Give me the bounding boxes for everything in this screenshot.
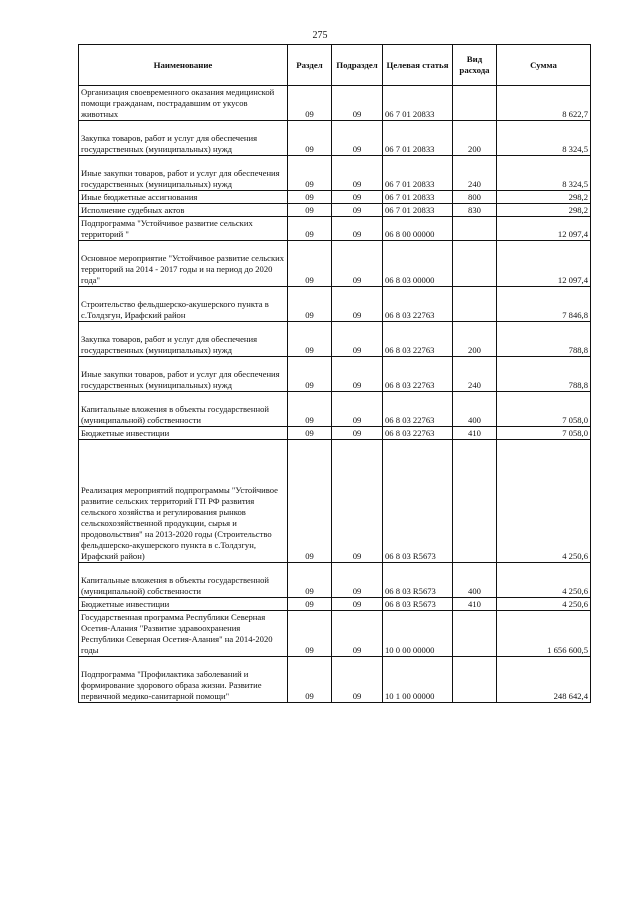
- table-row: [79, 322, 591, 357]
- header-expense-type: Вид расхода: [453, 45, 497, 86]
- budget-table: [78, 44, 591, 703]
- row-expense-type: 830: [453, 204, 497, 217]
- row-section: 09: [288, 204, 332, 217]
- row-expense-type: [453, 440, 497, 563]
- row-section: 09: [288, 440, 332, 563]
- row-subsection: 09: [332, 392, 383, 427]
- row-sum: 4 250,6: [497, 598, 591, 611]
- row-target: 06 7 01 20833: [383, 156, 453, 191]
- row-target: 06 8 03 R5673: [383, 598, 453, 611]
- table-row: [79, 392, 591, 427]
- row-target: 06 8 03 22763: [383, 427, 453, 440]
- row-sum: 4 250,6: [497, 563, 591, 598]
- row-name: Иные закупки товаров, работ и услуг для обеспечения государственных (муниципальных) нужд: [79, 357, 288, 392]
- row-expense-type: [453, 611, 497, 657]
- row-section: 09: [288, 217, 332, 241]
- row-target: 06 7 01 20833: [383, 191, 453, 204]
- table-row: [79, 121, 591, 156]
- row-name: Государственная программа Республики Северная Осетия-Алания "Развитие здравоохранения Республики Северная Осетия-Алания" на 2014-2020 годы: [79, 611, 288, 657]
- row-name: Иные закупки товаров, работ и услуг для обеспечения государственных (муниципальных) нужд: [79, 156, 288, 191]
- row-name: Подпрограмма "Профилактика заболеваний и формирование здорового образа жизни. Развитие первичной медико-санитарной помощи": [79, 657, 288, 703]
- row-target: 06 7 01 20833: [383, 121, 453, 156]
- row-name: Иные бюджетные ассигнования: [79, 191, 288, 204]
- table-row: [79, 287, 591, 322]
- row-sum: 788,8: [497, 357, 591, 392]
- header-sum: Сумма: [497, 45, 591, 86]
- row-expense-type: 410: [453, 427, 497, 440]
- row-subsection: 09: [332, 217, 383, 241]
- row-sum: 8 622,7: [497, 86, 591, 121]
- row-expense-type: 240: [453, 357, 497, 392]
- table-row: [79, 204, 591, 217]
- page-number: 275: [312, 30, 328, 41]
- row-subsection: 09: [332, 611, 383, 657]
- row-expense-type: 200: [453, 322, 497, 357]
- row-subsection: 09: [332, 287, 383, 322]
- row-expense-type: [453, 287, 497, 322]
- row-expense-type: 800: [453, 191, 497, 204]
- table-row: [79, 611, 591, 657]
- row-section: 09: [288, 563, 332, 598]
- row-sum: 12 097,4: [497, 217, 591, 241]
- row-section: 09: [288, 322, 332, 357]
- row-target: 06 8 03 R5673: [383, 440, 453, 563]
- row-name: Закупка товаров, работ и услуг для обеспечения государственных (муниципальных) нужд: [79, 121, 288, 156]
- row-target: 06 8 03 00000: [383, 241, 453, 287]
- row-subsection: 09: [332, 241, 383, 287]
- row-subsection: 09: [332, 440, 383, 563]
- header-section: Раздел: [288, 45, 332, 86]
- row-name: Бюджетные инвестиции: [79, 598, 288, 611]
- table-row: [79, 563, 591, 598]
- row-target: 10 1 00 00000: [383, 657, 453, 703]
- row-expense-type: [453, 657, 497, 703]
- row-target: 06 8 03 22763: [383, 392, 453, 427]
- row-subsection: 09: [332, 322, 383, 357]
- row-name: Реализация мероприятий подпрограммы "Устойчивое развитие сельских территорий ГП РФ развития сельского хозяйства и регулирования рынков сельскохозяйственной продукции, сырья и продовольствия" на 2013-2020 годы (Строительство фельдшерско-акушерского пункта в с.Толдзгун, Ирафский район): [79, 440, 288, 563]
- header-name: Наименование: [79, 45, 288, 86]
- row-section: 09: [288, 357, 332, 392]
- row-target: 06 8 00 00000: [383, 217, 453, 241]
- row-target: 06 7 01 20833: [383, 86, 453, 121]
- row-sum: 1 656 600,5: [497, 611, 591, 657]
- row-subsection: 09: [332, 598, 383, 611]
- row-name: Основное мероприятие "Устойчивое развитие сельских территорий на 2014 - 2017 годы и на период до 2020 года": [79, 241, 288, 287]
- row-expense-type: 200: [453, 121, 497, 156]
- row-name: Подпрограмма "Устойчивое развитие сельских территорий ": [79, 217, 288, 241]
- row-section: 09: [288, 86, 332, 121]
- header-target: Целевая статья: [383, 45, 453, 86]
- row-target: 06 8 03 R5673: [383, 563, 453, 598]
- row-sum: 298,2: [497, 204, 591, 217]
- row-subsection: 09: [332, 563, 383, 598]
- row-name: Организация своевременного оказания медицинской помощи гражданам, пострадавшим от укусов животных: [79, 86, 288, 121]
- row-target: 10 0 00 00000: [383, 611, 453, 657]
- row-expense-type: 400: [453, 392, 497, 427]
- row-sum: 7 058,0: [497, 427, 591, 440]
- row-expense-type: 400: [453, 563, 497, 598]
- table-row: [79, 598, 591, 611]
- row-sum: 4 250,6: [497, 440, 591, 563]
- row-section: 09: [288, 241, 332, 287]
- row-expense-type: 240: [453, 156, 497, 191]
- row-section: 09: [288, 611, 332, 657]
- table-row: [79, 156, 591, 191]
- row-expense-type: [453, 86, 497, 121]
- row-name: Закупка товаров, работ и услуг для обеспечения государственных (муниципальных) нужд: [79, 322, 288, 357]
- row-section: 09: [288, 657, 332, 703]
- table-row: [79, 357, 591, 392]
- row-target: 06 8 03 22763: [383, 322, 453, 357]
- row-section: 09: [288, 598, 332, 611]
- row-section: 09: [288, 392, 332, 427]
- row-sum: 8 324,5: [497, 156, 591, 191]
- row-name: Капитальные вложения в объекты государственной (муниципальной) собственности: [79, 392, 288, 427]
- row-name: Строительство фельдшерско-акушерского пункта в с.Толдзгун, Ирафский район: [79, 287, 288, 322]
- row-section: 09: [288, 121, 332, 156]
- header-subsection: Подраздел: [332, 45, 383, 86]
- row-target: 06 8 03 22763: [383, 357, 453, 392]
- row-name: Капитальные вложения в объекты государственной (муниципальной) собственности: [79, 563, 288, 598]
- row-sum: 7 058,0: [497, 392, 591, 427]
- row-expense-type: [453, 241, 497, 287]
- row-sum: 12 097,4: [497, 241, 591, 287]
- row-subsection: 09: [332, 86, 383, 121]
- row-subsection: 09: [332, 156, 383, 191]
- row-section: 09: [288, 156, 332, 191]
- row-section: 09: [288, 427, 332, 440]
- row-section: 09: [288, 191, 332, 204]
- row-sum: 248 642,4: [497, 657, 591, 703]
- row-subsection: 09: [332, 204, 383, 217]
- table-row: [79, 217, 591, 241]
- table-row: [79, 427, 591, 440]
- row-sum: 788,8: [497, 322, 591, 357]
- row-target: 06 8 03 22763: [383, 287, 453, 322]
- row-target: 06 7 01 20833: [383, 204, 453, 217]
- table-header-row: [79, 45, 591, 86]
- row-name: Исполнение судебных актов: [79, 204, 288, 217]
- row-sum: 298,2: [497, 191, 591, 204]
- row-name: Бюджетные инвестиции: [79, 427, 288, 440]
- row-subsection: 09: [332, 357, 383, 392]
- table-row: [79, 86, 591, 121]
- row-expense-type: [453, 217, 497, 241]
- row-subsection: 09: [332, 121, 383, 156]
- table-row: [79, 191, 591, 204]
- table-row: [79, 657, 591, 703]
- row-subsection: 09: [332, 657, 383, 703]
- row-subsection: 09: [332, 191, 383, 204]
- row-sum: 7 846,8: [497, 287, 591, 322]
- table-row: [79, 241, 591, 287]
- row-expense-type: 410: [453, 598, 497, 611]
- row-sum: 8 324,5: [497, 121, 591, 156]
- row-section: 09: [288, 287, 332, 322]
- row-subsection: 09: [332, 427, 383, 440]
- table-row: [79, 440, 591, 563]
